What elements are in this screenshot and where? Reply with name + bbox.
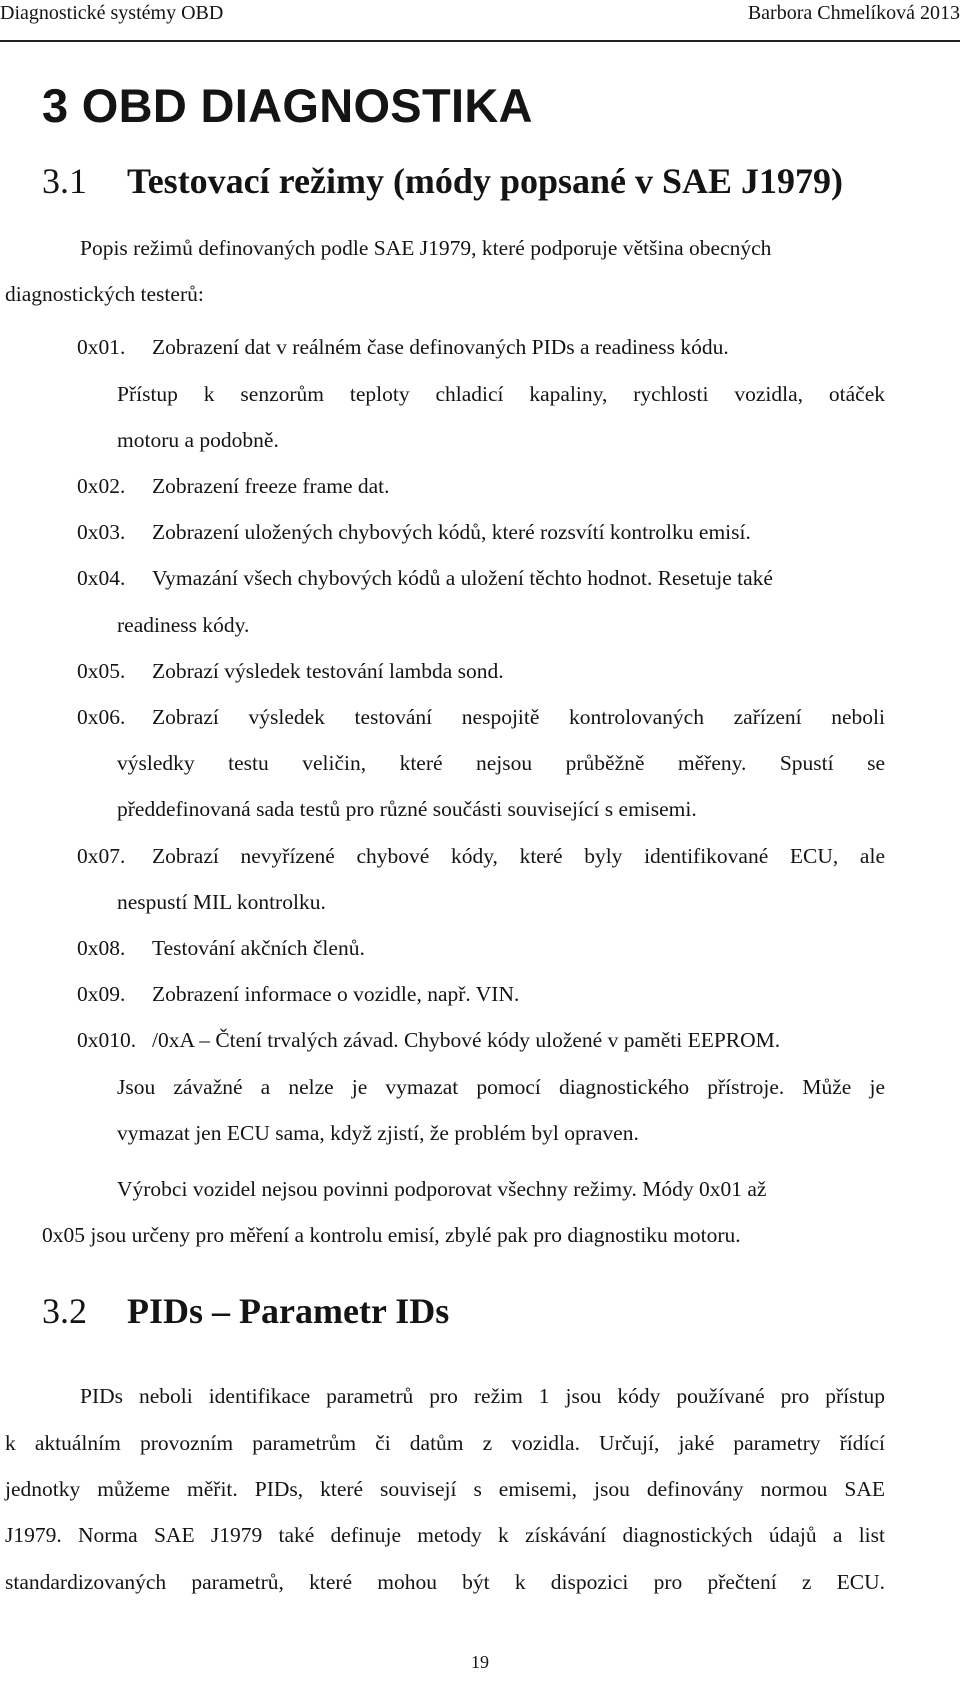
closing-line-2: 0x05 jsou určeny pro měření a kontrolu emisí, zbylé pak pro diagnostiku motoru. <box>42 1223 741 1247</box>
running-header <box>0 0 960 42</box>
mode-0x04-line-2: readiness kódy. <box>117 613 250 637</box>
mode-code: 0x09. <box>77 982 126 1006</box>
mode-0x08: 0x08. Testování akčních členů. <box>77 936 365 960</box>
mode-0x06-line-3: předdefinovaná sada testů pro různé součásti související s emisemi. <box>117 797 697 821</box>
pids-paragraph-line-1: PIDs neboli identifikace parametrů pro režim 1 jsou kódy používané pro přístup <box>80 1384 885 1408</box>
mode-0x03: 0x03. Zobrazení uložených chybových kódů, které rozsvítí kontrolku emisí. <box>77 520 751 544</box>
mode-code: 0x04. <box>77 566 126 590</box>
pids-paragraph-line-2: k aktuálním provozním parametrům či datům z vozidla. Určují, jaké parametry řídící <box>5 1431 885 1455</box>
closing-line-1: Výrobci vozidel nejsou povinni podporovat všechny režimy. Módy 0x01 až <box>117 1177 767 1201</box>
mode-code: 0x07. <box>77 844 126 868</box>
mode-0x010-line-2: Jsou závažné a nelze je vymazat pomocí diagnostického přístroje. Může je <box>117 1075 885 1099</box>
mode-0x06-line-2: výsledky testu veličin, které nejsou průběžně měřeny. Spustí se <box>117 751 885 775</box>
header-author-year: Barbora Chmelíková 2013 <box>747 2 960 24</box>
section-title: Testovací režimy (módy popsané v SAE J1979) <box>127 161 844 201</box>
chapter-heading: 3 OBD DIAGNOSTIKA <box>42 79 533 132</box>
mode-0x07-line-1: 0x07. Zobrazí nevyřízené chybové kódy, které byly identifikované ECU, ale <box>77 844 885 868</box>
mode-code: 0x03. <box>77 520 126 544</box>
mode-0x07-line-2: nespustí MIL kontrolku. <box>117 890 326 914</box>
mode-0x04-line-1: 0x04. Vymazání všech chybových kódů a uložení těchto hodnot. Resetuje také <box>77 566 773 590</box>
section-number: 3.2 <box>42 1291 87 1331</box>
mode-0x09: 0x09. Zobrazení informace o vozidle, např. VIN. <box>77 982 520 1006</box>
intro-line-2: diagnostických testerů: <box>5 282 204 306</box>
mode-code: 0x01. <box>77 335 126 359</box>
pids-paragraph-line-5: standardizovaných parametrů, které mohou být k dispozici pro přečtení z ECU. <box>5 1570 885 1594</box>
mode-code: 0x08. <box>77 936 126 960</box>
mode-0x01-line-1: 0x01. Zobrazení dat v reálném čase definovaných PIDs a readiness kódu. <box>77 335 729 359</box>
header-document-title: Diagnostické systémy OBD <box>0 2 224 24</box>
mode-0x010-line-1: 0x010. /0xA – Čtení trvalých závad. Chybové kódy uložené v paměti EEPROM. <box>77 1028 781 1052</box>
mode-code: 0x05. <box>77 659 126 683</box>
pids-paragraph-line-4: J1979. Norma SAE J1979 také definuje metody k získávání diagnostických údajů a list <box>5 1523 885 1547</box>
mode-code: 0x010. <box>77 1028 137 1052</box>
mode-0x01-line-3: motoru a podobně. <box>117 428 279 452</box>
mode-0x01-line-2: Přístup k senzorům teploty chladicí kapaliny, rychlosti vozidla, otáček <box>117 382 885 406</box>
mode-0x05: 0x05. Zobrazí výsledek testování lambda sond. <box>77 659 504 683</box>
mode-code: 0x02. <box>77 474 126 498</box>
mode-0x06-line-1: 0x06. Zobrazí výsledek testování nespojitě kontrolovaných zařízení neboli <box>77 705 885 729</box>
section-heading-3-2 <box>42 1290 449 1332</box>
section-title: PIDs – Parametr IDs <box>127 1291 450 1331</box>
mode-0x010-line-3: vymazat jen ECU sama, když zjistí, že problém byl opraven. <box>117 1121 639 1145</box>
section-number: 3.1 <box>42 161 87 201</box>
page-number: 19 <box>471 1652 489 1672</box>
mode-code: 0x06. <box>77 705 126 729</box>
pids-paragraph-line-3: jednotky můžeme měřit. PIDs, které souvisejí s emisemi, jsou definovány normou SAE <box>5 1477 885 1501</box>
mode-0x02: 0x02. Zobrazení freeze frame dat. <box>77 474 390 498</box>
section-heading-3-1 <box>42 160 843 202</box>
intro-line-1: Popis režimů definovaných podle SAE J1979, které podporuje většina obecných <box>80 236 772 260</box>
